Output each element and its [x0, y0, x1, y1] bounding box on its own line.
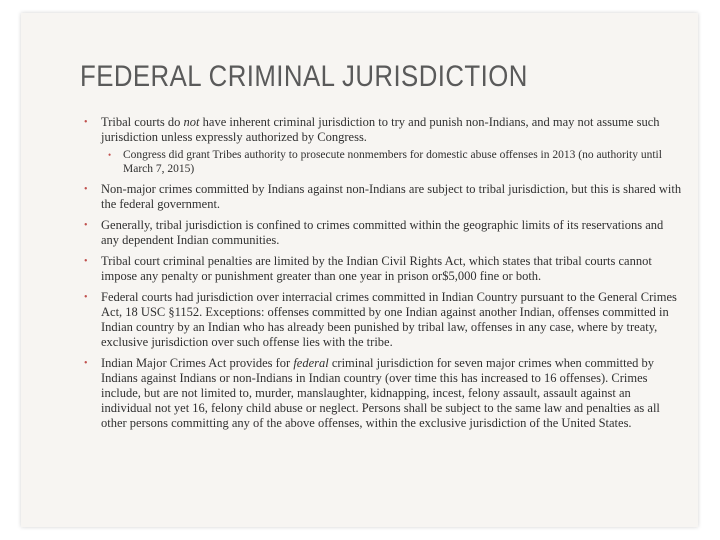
bullet-item — [84, 182, 684, 212]
bullet-marker: • — [84, 184, 88, 195]
bullet-text: Non-major crimes committed by Indians against non-Indians are subject to tribal jurisdiction, but this is shared with the federal government. — [101, 182, 682, 211]
bullet-item — [84, 115, 684, 176]
bullet-list — [84, 115, 684, 437]
bullet-item — [84, 356, 684, 431]
bullet-text: Federal courts had jurisdiction over interracial crimes committed in Indian Country pursuant to the General Crimes Act, 18 USC §1152. Exceptions: offenses committed by one Indian against another Indian, offenses committed in Indian country by an Indian who has already been punished by tribal law, offenses in any case, where by treaty, exclusive jurisdiction over such offense lies with the tribe. — [101, 290, 677, 349]
sub-bullet-marker: • — [108, 150, 112, 160]
bullet-item — [84, 290, 684, 350]
bullet-item — [84, 254, 684, 284]
bullet-marker: • — [84, 358, 88, 369]
bullet-text: Generally, tribal jurisdiction is confined to crimes committed within the geographic limits of its reservations and any dependent Indian communities. — [101, 218, 664, 247]
bullet-marker: • — [84, 256, 88, 267]
bullet-text: Tribal court criminal penalties are limited by the Indian Civil Rights Act, which states that tribal courts cannot impose any penalty or punishment greater than one year in prison or$5,000 fine or both. — [101, 254, 652, 283]
bullet-marker: • — [84, 292, 88, 303]
slide-title: FEDERAL CRIMINAL JURISDICTION — [80, 60, 528, 93]
bullet-marker: • — [84, 117, 88, 128]
bullet-marker: • — [84, 220, 88, 231]
sub-bullet-item — [101, 148, 684, 176]
bullet-text: Indian Major Crimes Act provides for federal criminal jurisdiction for seven major crimes when committed by Indians against Indians or non-Indians in Indian country (over time this has increased to 16 offenses). Crimes include, but are not limited to, murder, manslaughter, kidnapping, incest, felony assault, assault against an individual not yet 16, felony child abuse or neglect. Persons shall be subject to the same law and penalties as all other persons committing any of the above offenses, within the exclusive jurisdiction of the United States. — [101, 356, 660, 430]
sub-bullet-list — [101, 148, 684, 176]
sub-bullet-text: Congress did grant Tribes authority to prosecute nonmembers for domestic abuse offenses in 2013 (no authority until March 7, 2015) — [123, 149, 662, 175]
bullet-item — [84, 218, 684, 248]
bullet-text: Tribal courts do not have inherent criminal jurisdiction to try and punish non-Indians, and may not assume such jurisdiction unless expressly authorized by Congress. — [101, 115, 660, 144]
